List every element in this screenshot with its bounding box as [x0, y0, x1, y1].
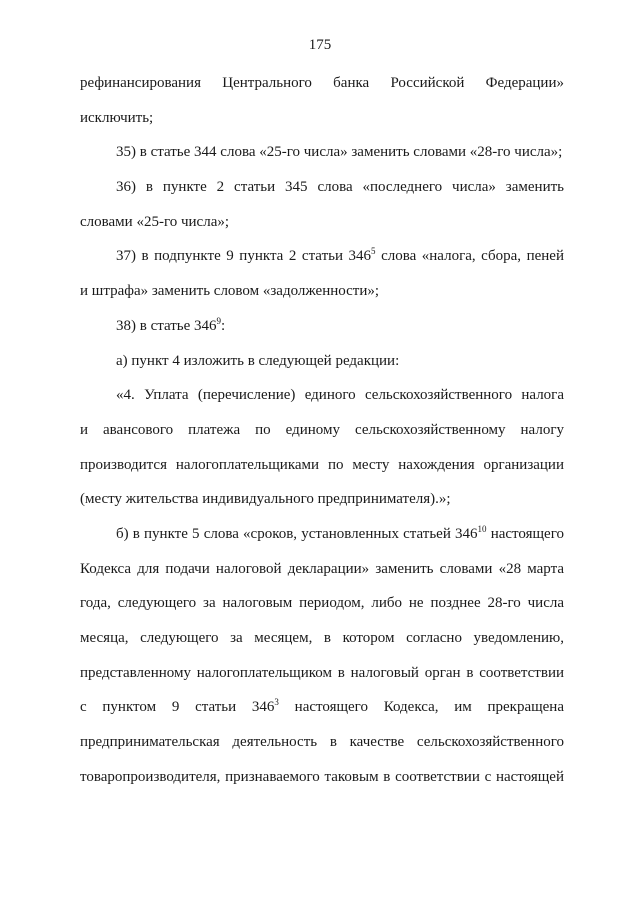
superscript-index: 5: [371, 246, 376, 257]
text-line: 35) в статье 344 слова «25-го числа» заменить словами «28-го числа»;: [116, 144, 563, 161]
text-line: рефинансирования Центрального банка Российской Федерации»: [80, 75, 564, 91]
text-line: исключить;: [80, 109, 154, 126]
document-body: [80, 72, 564, 800]
line-text: настоящего: [486, 525, 564, 542]
line-text: :: [221, 317, 226, 334]
text-line: Кодекса для подачи налоговой декларации» заменить словами «28 марта: [80, 560, 564, 577]
line-text: настоящего Кодекса, им прекращена: [278, 699, 564, 716]
text-line: [80, 696, 564, 731]
text-line: производится налогоплательщиками по месту нахождения организации: [80, 456, 564, 473]
text-line: «4. Уплата (перечисление) единого сельскохозяйственного налога: [116, 387, 564, 404]
line-text: 38) в статье 346: [116, 317, 217, 334]
text-line: предпринимательская деятельность в качестве сельскохозяйственного: [80, 734, 564, 751]
line-text: с пунктом 9 статьи 346: [80, 699, 275, 716]
text-line: представленному налогоплательщиком в налоговый орган в соответствии: [80, 664, 564, 681]
text-line: [80, 523, 564, 558]
line-text: б) в пункте 5 слова «сроков, установленных статьей 346: [116, 525, 478, 542]
text-line: и штрафа» заменить словом «задолженности»;: [80, 283, 380, 300]
text-line: 36) в пункте 2 статьи 345 слова «последнего числа» заменить: [116, 179, 564, 196]
superscript-index: 9: [216, 315, 222, 326]
page-number: 175: [308, 37, 332, 53]
text-line: товаропроизводителя, признаваемого таковым в соответствии с настоящей: [80, 768, 564, 785]
text-line: года, следующего за налоговым периодом, либо не позднее 28-го числа: [80, 595, 564, 612]
text-line: месяца, следующего за месяцем, в котором согласно уведомлению,: [80, 630, 564, 646]
text-line: [80, 245, 564, 280]
text-line: и авансового платежа по единому сельскохозяйственному налогу: [80, 421, 564, 438]
text-line: (месту жительства индивидуального предпринимателя).»;: [80, 491, 451, 508]
text-line: а) пункт 4 изложить в следующей редакции:: [116, 352, 400, 369]
text-line: словами «25-го числа»;: [80, 213, 230, 230]
line-text: 37) в подпункте 9 пункта 2 статьи 346: [116, 248, 372, 265]
superscript-index: 10: [477, 523, 487, 534]
text-line: [80, 315, 564, 350]
superscript-index: 3: [274, 697, 279, 708]
line-text: слова «налога, сбора, пеней: [375, 248, 564, 265]
